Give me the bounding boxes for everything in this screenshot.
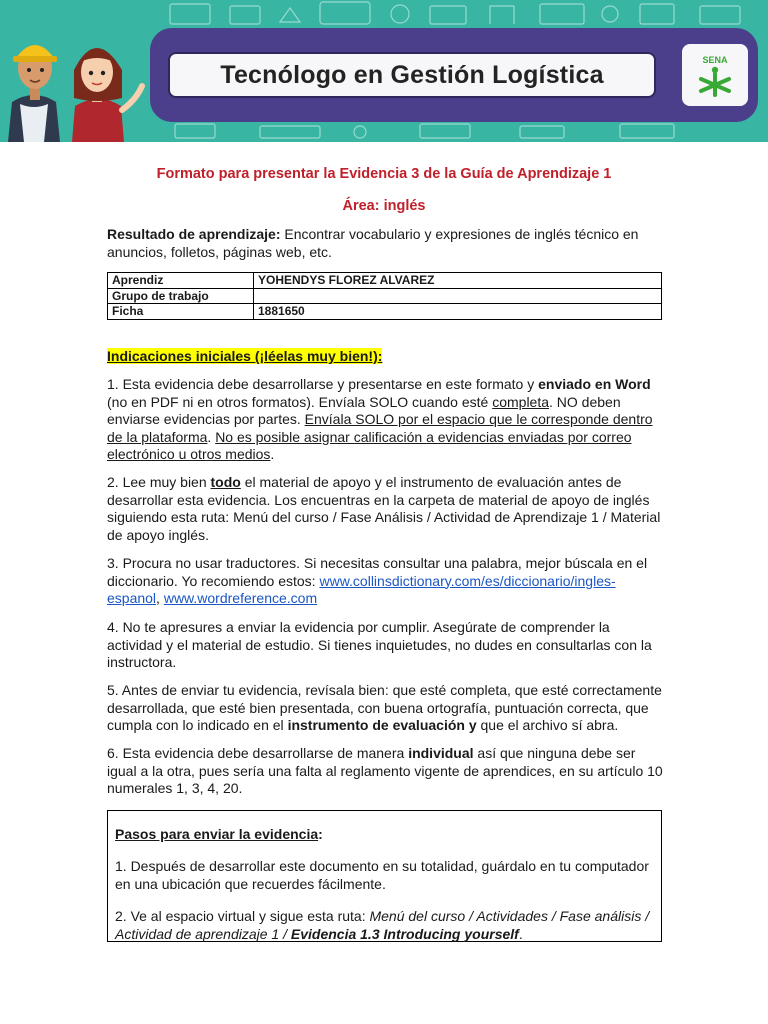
table-label-cell: Grupo de trabajo <box>108 288 254 304</box>
text-span: 2. Lee muy bien <box>107 474 211 490</box>
text-span: el material de apoyo y el instrumento de evaluación antes de desarrollar esta evidencia. Los encuentras en la carpeta de material de apoyo de inglés siguiendo esta ruta: Menú del curso / Fase Análisis / Actividad de Aprendizaje 1 / Material de apoyo inglés. <box>107 474 661 543</box>
steps-title-colon: : <box>318 826 323 842</box>
steps-title-text: Pasos para enviar la evidencia <box>115 826 319 842</box>
underlined-span: completa <box>492 393 550 410</box>
text-span: que el archivo sí abra. <box>476 717 619 734</box>
indication-5 <box>107 682 663 735</box>
bold-italic-span: Evidencia 1.3 Introducing yourself <box>290 925 519 942</box>
result-text: Encontrar vocabulario y expresiones de inglés técnico en anuncios, folletos, páginas web, etc. <box>107 226 639 260</box>
collins-dictionary-link[interactable]: www.collinsdictionary.com/es/diccionario/ingles-espanol <box>107 572 616 607</box>
sena-logo-text: SENA <box>702 55 728 65</box>
text-span: 6. Esta evidencia debe desarrollarse de manera <box>107 745 409 761</box>
document-title: Formato para presentar la Evidencia 3 de la Guía de Aprendizaje 1 <box>156 166 612 182</box>
steps-box <box>107 810 662 942</box>
indication-2 <box>107 474 663 544</box>
indications-heading <box>107 348 382 364</box>
table-label-cell: Aprendiz <box>108 273 254 289</box>
indication-6 <box>107 745 663 798</box>
text-span: . <box>207 428 216 445</box>
header-banner <box>0 0 768 142</box>
text-span: 1. Esta evidencia debe desarrollarse y presentarse en este formato y <box>107 376 539 392</box>
underlined-span: No es posible asignar calificación a evidencias enviadas por correo electrónico u otros medios <box>107 428 632 463</box>
banner-title-box <box>168 52 656 98</box>
step-2 <box>115 908 655 943</box>
indication-3 <box>107 555 663 608</box>
bold-span: individual <box>408 745 474 761</box>
sena-logo <box>682 44 748 106</box>
bold-span: instrumento de evaluación y <box>287 717 477 734</box>
table-value-cell: YOHENDYS FLOREZ ALVAREZ <box>254 273 662 289</box>
program-title: Tecnólogo en Gestión Logística <box>220 60 604 89</box>
bold-span: enviado en Word <box>538 376 651 392</box>
wordreference-link[interactable]: www.wordreference.com <box>163 590 318 607</box>
table-row <box>108 304 662 320</box>
steps-title <box>115 826 323 842</box>
text-span: 5. Antes de enviar tu evidencia, revísala bien: que esté completa, que esté correctamente desarrollada, que esté bien presentada, con buena ortografía, puntuación correcta, que cumpla con lo indicado en el <box>107 682 662 734</box>
text-span: 2. Ve al espacio virtual y sigue esta ruta: <box>115 908 370 924</box>
table-row <box>108 273 662 289</box>
area-title: Área: inglés <box>342 198 426 214</box>
text-span: (no en PDF ni en otros formatos). Envíala SOLO cuando esté <box>107 393 493 410</box>
sena-logo-icon <box>693 53 737 97</box>
result-label: Resultado de aprendizaje: <box>107 226 281 242</box>
indications-heading-text: Indicaciones iniciales (¡léelas muy bien!) <box>107 348 378 364</box>
indication-1 <box>107 376 663 464</box>
text-span: . NO deben enviarse evidencias por partes. <box>107 393 621 428</box>
table-value-cell <box>254 288 662 304</box>
table-row <box>108 288 662 304</box>
bold-underlined-span: todo <box>210 474 241 490</box>
text-span: . <box>518 925 523 942</box>
italic-span: Menú del curso / Actividades / Fase análisis / Actividad de aprendizaje 1 / <box>115 908 650 942</box>
characters-illustration <box>0 0 160 142</box>
text-span: . <box>270 446 275 463</box>
student-info-table <box>107 272 662 320</box>
table-value-cell: 1881650 <box>254 304 662 320</box>
text-span: 3. Procura no usar traductores. Si necesitas consultar una palabra, mejor búscala en el diccionario. Yo recomiendo estos: <box>107 555 648 589</box>
step-1: 1. Después de desarrollar este documento en su totalidad, guárdalo en tu computador en una ubicación que recuerdes fácilmente. <box>115 858 649 892</box>
indication-4: 4. No te apresures a enviar la evidencia por cumplir. Asegúrate de comprender la actividad y el material de estudio. Si tienes inquietudes, no dudes en consultarlas con la instructora. <box>107 619 652 671</box>
text-span: así que ninguna debe ser igual a la otra, pues sería una falta al reglamento vigente de aprendices, en su artículo 10 numerales 1, 3, 4, 20. <box>107 745 663 797</box>
indications-heading-colon: : <box>377 348 383 364</box>
table-label-cell: Ficha <box>108 304 254 320</box>
learning-result <box>107 225 667 261</box>
underlined-span: Envíala SOLO por el espacio que le corresponde dentro de la plataforma <box>107 411 653 445</box>
text-span: , <box>156 590 164 607</box>
